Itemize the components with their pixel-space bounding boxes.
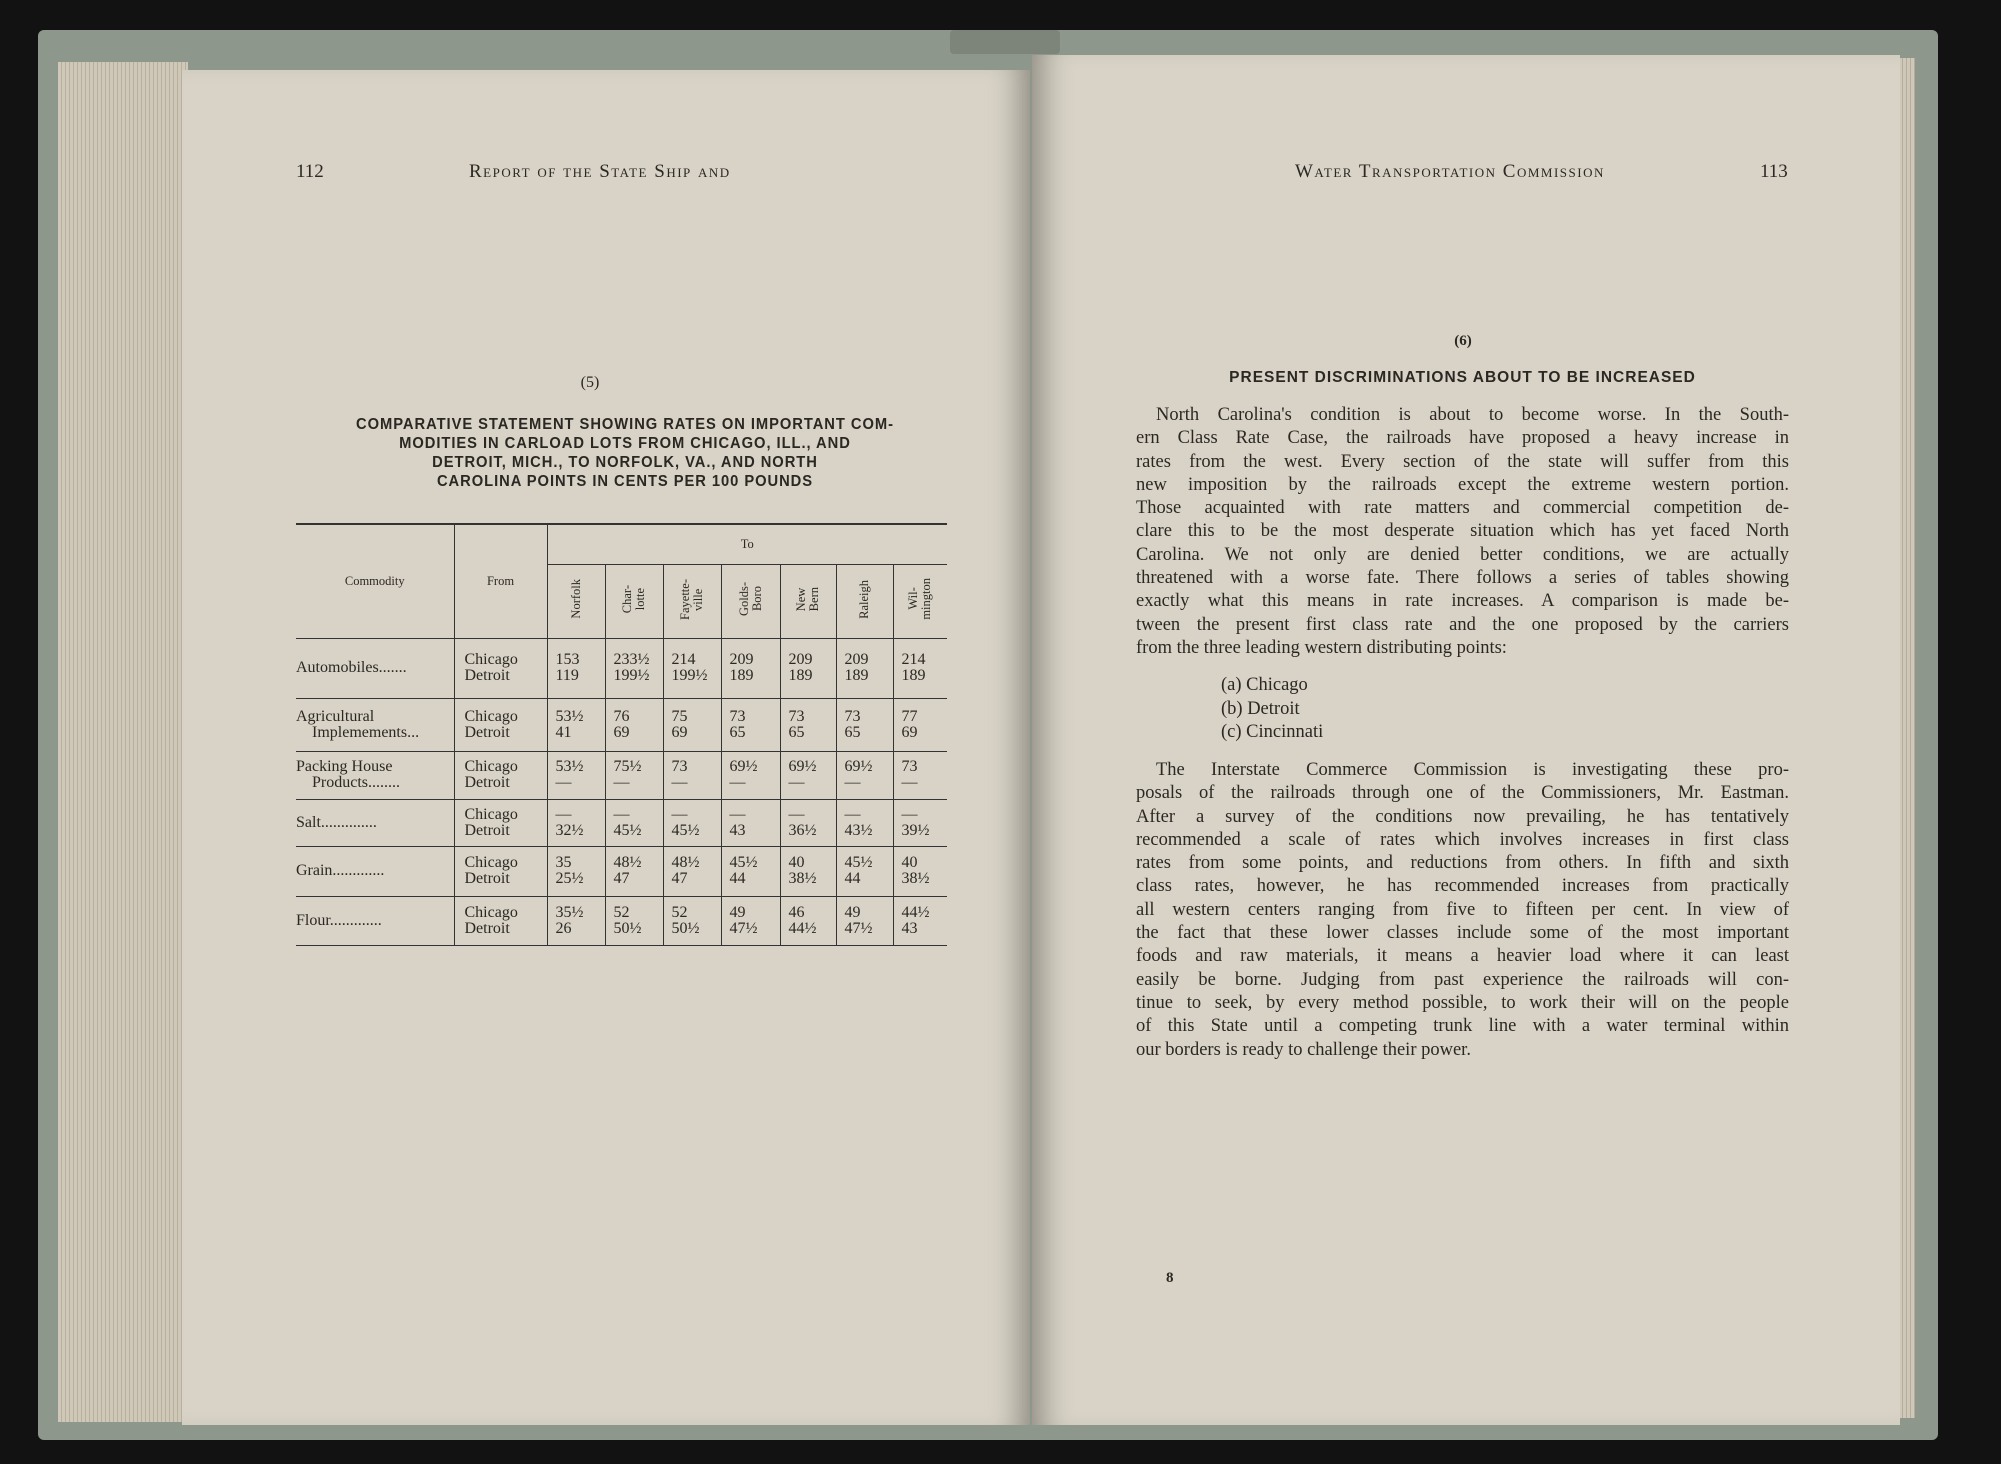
text-line: Those acquainted with rate matters and commercial competition de-	[1136, 498, 1789, 519]
rate-value: 49	[729, 903, 746, 921]
rate-cell	[721, 638, 780, 698]
rate-value: 47	[671, 870, 688, 887]
rate-value: 69½	[844, 758, 873, 775]
rate-value: 35	[555, 854, 572, 871]
text-line: all western centers ranging from five to fifteen per cent. In view of	[1136, 899, 1789, 920]
rate-value: 52	[671, 903, 688, 921]
text-line: rates from some points, and reductions from others. In fifth and sixth	[1136, 853, 1789, 874]
destination-header-1	[605, 564, 663, 638]
rate-value: 45½	[729, 854, 758, 871]
rate-value: 69	[901, 723, 918, 741]
commodity-cell	[296, 698, 454, 751]
rate-cell	[605, 698, 663, 751]
rate-value: 50½	[613, 919, 642, 937]
text-line: foods and raw materials, it means a heavier load where it can least	[1136, 946, 1789, 967]
origin-name: Chicago	[464, 707, 518, 725]
rate-value: —	[788, 805, 805, 823]
text-line: ern Class Rate Case, the railroads have proposed a heavy increase in	[1136, 428, 1789, 449]
book-spine	[950, 30, 1060, 54]
rate-value: 46	[788, 903, 805, 921]
paragraph-1	[1136, 404, 1789, 660]
rate-cell	[721, 896, 780, 945]
rate-value: 189	[901, 667, 926, 684]
table-title	[297, 415, 953, 491]
rate-value: 40	[901, 854, 918, 871]
rate-value: 69½	[729, 758, 758, 775]
section-heading: PRESENT DISCRIMINATIONS ABOUT TO BE INCREASED	[1229, 369, 1696, 386]
commodity-name: Packing House	[296, 758, 393, 775]
rate-value: 44	[729, 870, 746, 887]
title-line: COMPARATIVE STATEMENT SHOWING RATES ON IMPORTANT COM-	[356, 416, 894, 433]
rate-value: 73	[901, 758, 918, 775]
commodity-name: Automobiles.......	[296, 659, 407, 676]
table-row	[296, 846, 947, 896]
commodity-header: Commodity	[296, 524, 454, 638]
rate-cell	[605, 896, 663, 945]
from-header: From	[454, 524, 547, 638]
rate-value: 209	[729, 651, 754, 668]
rate-value: 45½	[613, 821, 642, 839]
destination-label-part: Golds-	[736, 581, 751, 617]
rate-value: 49	[844, 903, 861, 921]
destination-header-2	[663, 564, 721, 638]
city-list	[1221, 674, 1323, 745]
rate-cell	[663, 751, 721, 799]
text-line: threatened with a worse fate. There follows a series of tables showing	[1136, 568, 1789, 589]
commodity-name: Agricultural	[296, 707, 375, 725]
origin-name: Detroit	[464, 870, 510, 887]
rate-value: 40	[788, 854, 805, 871]
rate-cell	[547, 846, 605, 896]
rate-cell	[721, 698, 780, 751]
destination-label	[858, 580, 871, 619]
rate-value: 44	[844, 870, 861, 887]
paragraph-2	[1136, 759, 1789, 1062]
rate-value: —	[613, 805, 630, 823]
rate-value: 47½	[844, 919, 873, 937]
text-line: class rates, however, he has recommended increases from practically	[1136, 876, 1789, 897]
destination-label	[679, 579, 705, 620]
rate-cell	[663, 638, 721, 698]
destination-label-part: mington	[919, 578, 934, 620]
origin-name: Chicago	[464, 805, 518, 823]
rate-cell	[780, 846, 836, 896]
commodity-name: Implemements...	[312, 723, 420, 741]
origin-name: Chicago	[464, 903, 518, 921]
rate-value: 25½	[555, 870, 584, 887]
rate-value: 36½	[788, 821, 817, 839]
rate-value: 69½	[788, 758, 817, 775]
rate-value: 41	[555, 723, 572, 741]
rate-cell	[605, 846, 663, 896]
rate-cell	[780, 751, 836, 799]
rate-value: —	[788, 774, 805, 791]
destination-header-4	[780, 564, 836, 638]
list-item: (c) Cincinnati	[1221, 722, 1324, 742]
rate-value: —	[555, 805, 572, 823]
from-cell	[454, 698, 547, 751]
origin-name: Detroit	[464, 667, 510, 684]
text-line: new imposition by the railroads except the extreme western portion.	[1136, 474, 1789, 495]
rate-value: 209	[788, 651, 813, 668]
destination-label-part: Norfolk	[568, 579, 583, 619]
rate-value: 53½	[555, 707, 584, 725]
rate-value: 119	[555, 667, 579, 684]
rate-cell	[780, 896, 836, 945]
commodity-name: Flour.............	[296, 911, 382, 929]
destination-label-part: Wil-	[906, 587, 921, 611]
rate-cell	[663, 799, 721, 846]
origin-name: Chicago	[464, 651, 518, 668]
rate-value: 50½	[671, 919, 700, 937]
table-section-number: (5)	[580, 374, 600, 391]
rate-value: 35½	[555, 903, 584, 921]
destination-label-part: ville	[691, 587, 705, 611]
rate-value: 44½	[901, 903, 930, 921]
list-item: (b) Detroit	[1221, 698, 1300, 719]
rate-value: 39½	[901, 821, 930, 839]
rate-cell	[605, 638, 663, 698]
rate-value: 53½	[555, 758, 584, 775]
commodity-name: Products........	[312, 774, 400, 791]
destination-label-part: Bern	[807, 586, 821, 612]
title-line: MODITIES IN CARLOAD LOTS FROM CHICAGO, ILL., AND	[399, 435, 851, 452]
right-page	[1032, 55, 1900, 1425]
rate-cell	[547, 751, 605, 799]
title-line: CAROLINA POINTS IN CENTS PER 100 POUNDS	[436, 473, 814, 490]
rate-value: 48½	[613, 854, 642, 871]
rate-cell	[663, 896, 721, 945]
rate-cell	[721, 846, 780, 896]
rate-value: 43	[901, 919, 918, 937]
text-line: rates from the west. Every section of the state will suffer from this	[1136, 451, 1789, 472]
rate-value: —	[729, 805, 746, 823]
rate-cell	[836, 751, 893, 799]
commodity-name: Salt..............	[296, 813, 377, 831]
rate-value: 214	[671, 651, 696, 668]
table-row	[296, 638, 947, 698]
commodity-cell	[296, 799, 454, 846]
rate-value: 47	[613, 870, 630, 887]
left-page-number: 112	[296, 161, 324, 182]
destination-label	[738, 582, 764, 616]
destination-label-part: Fayette-	[678, 578, 692, 620]
text-line: After a survey of the conditions now prevailing, he has tentatively	[1136, 806, 1789, 827]
rate-cell	[780, 638, 836, 698]
rate-cell	[836, 846, 893, 896]
rate-value: —	[844, 805, 861, 823]
destination-label-part: lotte	[633, 587, 647, 611]
text-line: exactly what this means in rate increases. A comparison is made be-	[1136, 591, 1789, 612]
rate-cell	[893, 638, 947, 698]
rate-cell	[547, 698, 605, 751]
rate-value: 26	[555, 919, 572, 937]
table-row	[296, 799, 947, 846]
rate-value: —	[901, 774, 918, 791]
rate-cell	[780, 799, 836, 846]
rate-cell	[893, 751, 947, 799]
rate-cell	[780, 698, 836, 751]
destination-label	[795, 587, 821, 611]
rate-value: 209	[844, 651, 869, 668]
rate-value: 47½	[729, 919, 758, 937]
text-line: recommended a scale of rates which involves increases in first class	[1136, 829, 1789, 850]
rate-value: 73	[844, 707, 861, 725]
table-row	[296, 698, 947, 751]
rate-value: 77	[901, 707, 918, 725]
to-header: To	[547, 524, 947, 564]
right-running-head: Water Transportation Commission	[1295, 161, 1605, 182]
rate-cell	[663, 698, 721, 751]
destination-label-part: Boro	[749, 586, 764, 612]
destination-label-part: Char-	[620, 584, 634, 614]
table-row	[296, 896, 947, 945]
rate-value: 45½	[671, 821, 700, 839]
rate-value: 233½	[613, 651, 650, 668]
rate-cell	[893, 896, 947, 945]
destination-label-part: Raleigh	[857, 579, 871, 619]
commodity-cell	[296, 896, 454, 945]
rate-value: 65	[788, 723, 805, 741]
commodity-cell	[296, 638, 454, 698]
rate-cell	[547, 638, 605, 698]
rate-value: 65	[844, 723, 861, 741]
text-line: of this State until a competing trunk line with a water terminal within	[1136, 1016, 1789, 1037]
rate-value: 69	[671, 723, 688, 741]
rate-value: 48½	[671, 854, 700, 871]
destination-label	[621, 585, 647, 613]
text-line: North Carolina's condition is about to become worse. In the South-	[1156, 405, 1789, 425]
from-cell	[454, 638, 547, 698]
destination-header-5	[836, 564, 893, 638]
signature-mark: 8	[1166, 1270, 1174, 1286]
rate-cell	[605, 799, 663, 846]
destination-header-3	[721, 564, 780, 638]
rate-value: —	[901, 805, 918, 823]
origin-name: Chicago	[464, 758, 518, 775]
rate-value: 199½	[671, 667, 708, 684]
text-line: Carolina. We not only are denied better conditions, we are actually	[1136, 544, 1789, 565]
text-line: tinue to seek, by every method possible, to work their will on the people	[1136, 992, 1789, 1013]
page-edges-left	[58, 62, 188, 1422]
rate-value: 199½	[613, 667, 650, 684]
rate-value: 52	[613, 903, 630, 921]
text-line: easily be borne. Judging from past experience the railroads will con-	[1136, 969, 1789, 990]
text-line: clare this to be the most desperate situation which has yet faced North	[1136, 521, 1789, 542]
origin-name: Detroit	[464, 821, 510, 839]
destination-label	[570, 579, 583, 619]
rate-value: 38½	[901, 870, 930, 887]
origin-name: Detroit	[464, 723, 510, 741]
rate-value: 189	[729, 667, 754, 684]
text-line: our borders is ready to challenge their power.	[1136, 1039, 1471, 1060]
rate-value: 73	[729, 707, 746, 725]
destination-label-part: New	[794, 587, 808, 611]
rate-value: 38½	[788, 870, 817, 887]
origin-name: Detroit	[464, 919, 510, 937]
origin-name: Chicago	[464, 854, 518, 871]
rate-cell	[836, 698, 893, 751]
rate-cell	[893, 698, 947, 751]
rate-cell	[605, 751, 663, 799]
rate-cell	[893, 846, 947, 896]
rate-value: 76	[613, 707, 630, 725]
destination-header-6	[893, 564, 947, 638]
commodity-cell	[296, 751, 454, 799]
rate-value: 43	[729, 821, 746, 839]
rate-value: 153	[555, 651, 580, 668]
table-row	[296, 751, 947, 799]
text-line: posals of the railroads through one of the Commissioners, Mr. Eastman.	[1136, 783, 1789, 804]
rate-value: 189	[788, 667, 813, 684]
text-line: tween the present first class rate and the one proposed by the carriers	[1136, 614, 1789, 635]
from-cell	[454, 799, 547, 846]
rate-value: 32½	[555, 821, 584, 839]
rate-value: 214	[901, 651, 926, 668]
rate-cell	[836, 896, 893, 945]
rate-cell	[721, 751, 780, 799]
title-line: DETROIT, MICH., TO NORFOLK, VA., AND NORTH	[432, 454, 818, 471]
text-line: The Interstate Commerce Commission is investigating these pro-	[1156, 760, 1789, 780]
rate-value: 75½	[613, 758, 642, 775]
origin-name: Detroit	[464, 774, 510, 791]
rate-cell	[547, 799, 605, 846]
rates-table	[296, 523, 947, 946]
rate-value: 73	[788, 707, 805, 725]
rate-value: —	[671, 774, 688, 791]
rate-value: 189	[844, 667, 869, 684]
rate-value: 73	[671, 758, 688, 775]
rate-value: —	[613, 774, 630, 791]
from-cell	[454, 751, 547, 799]
rate-value: 75	[671, 707, 688, 725]
rate-value: —	[729, 774, 746, 791]
section-number: (6)	[1454, 333, 1472, 349]
destination-header-0	[547, 564, 605, 638]
rate-cell	[547, 896, 605, 945]
rate-cell	[663, 846, 721, 896]
commodity-cell	[296, 846, 454, 896]
rate-value: 43½	[844, 821, 873, 839]
rate-cell	[836, 638, 893, 698]
from-cell	[454, 846, 547, 896]
rate-value: —	[844, 774, 861, 791]
from-cell	[454, 896, 547, 945]
commodity-name: Grain.............	[296, 862, 385, 879]
rate-value: —	[555, 774, 572, 791]
rate-cell	[836, 799, 893, 846]
text-line: the fact that these lower classes include some of the most important	[1136, 923, 1789, 944]
rate-value: —	[671, 805, 688, 823]
destination-label	[907, 578, 933, 620]
rate-cell	[721, 799, 780, 846]
rate-cell	[893, 799, 947, 846]
rate-value: 69	[613, 723, 630, 741]
rate-value: 44½	[788, 919, 817, 937]
rate-value: 65	[729, 723, 746, 741]
rate-value: 45½	[844, 854, 873, 871]
list-item: (a) Chicago	[1221, 675, 1308, 695]
right-page-number: 113	[1760, 161, 1788, 182]
left-running-head: Report of the State Ship and	[469, 161, 731, 182]
text-line: from the three leading western distributing points:	[1136, 637, 1507, 658]
